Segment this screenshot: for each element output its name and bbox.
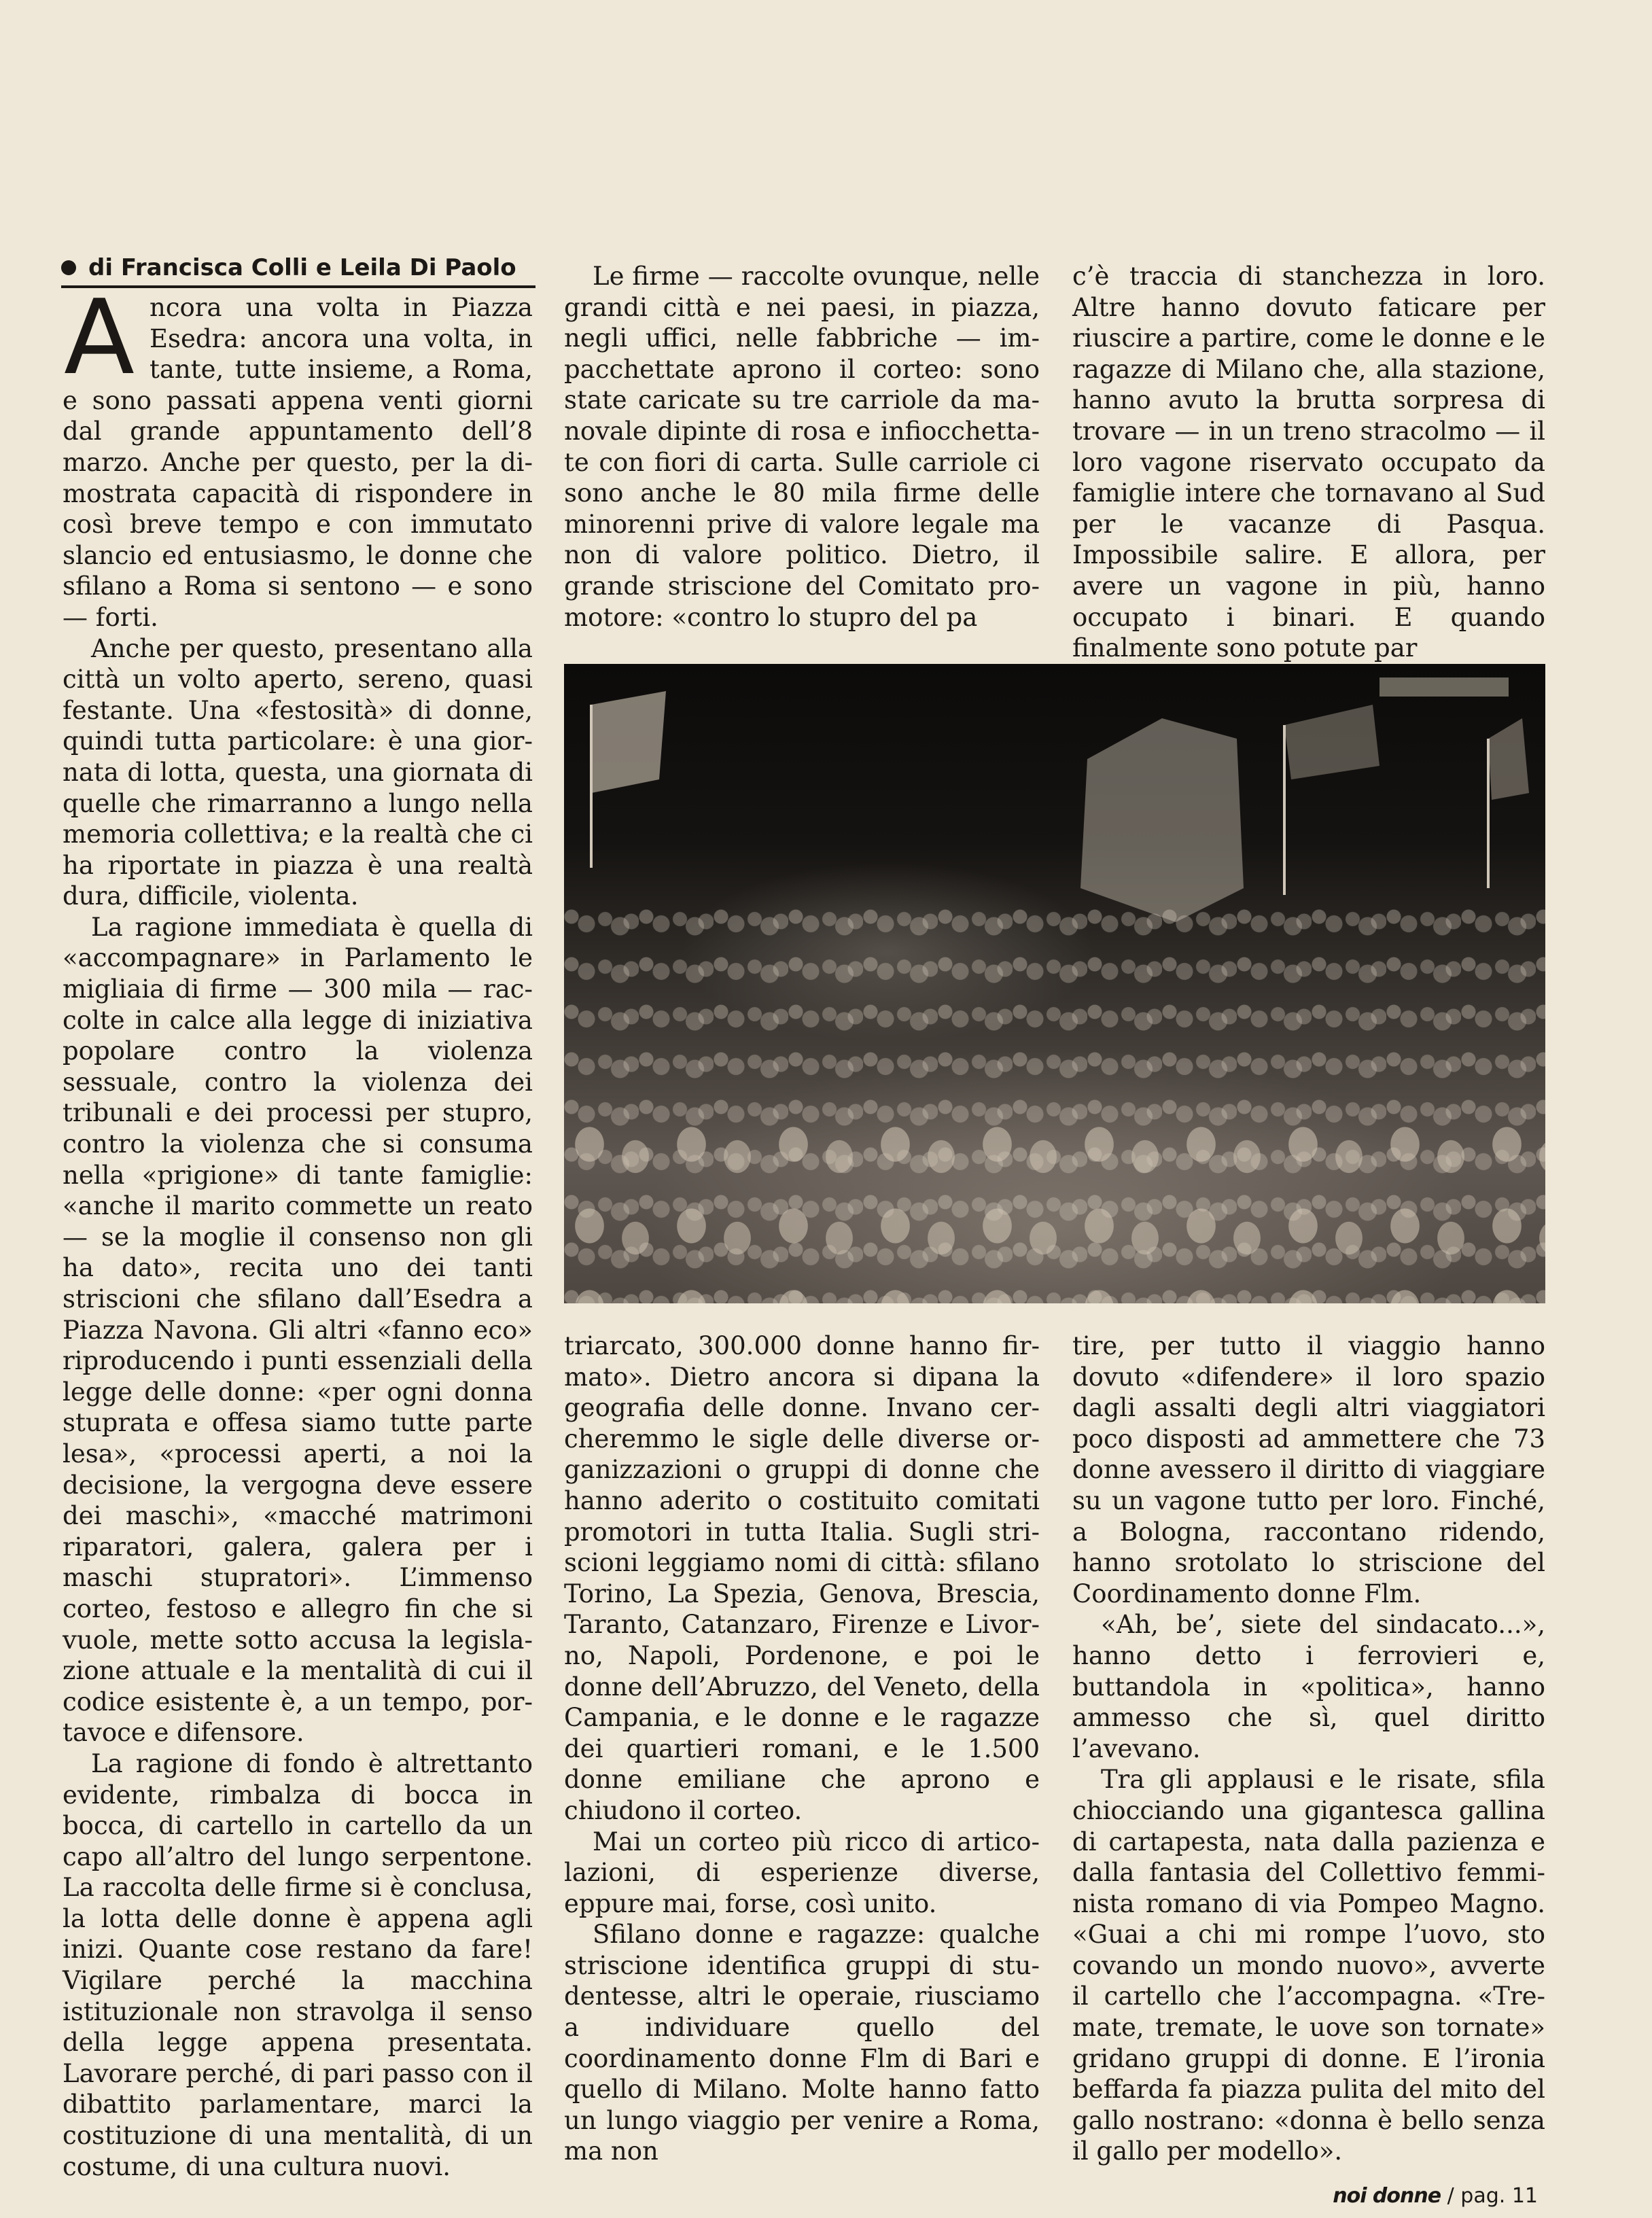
- paragraph: triarcato, 300.000 donne hanno firmato». Dietro ancora si dipana la geografia delle donne. Invano cercheremmo le sigle delle diverse organizzazioni o gruppi di donne che hanno aderito o costituito comitati promotori in tutta Italia. Sugli striscioni leggiamo nomi di città: sfilano Torino, La Spezia, Genova, Brescia, Taranto, Catanzaro, Firenze e Livorno, Napoli, Pordenone, e poi le donne dell’Abruzzo, del Veneto, della Campania, e le donne e le ragazze dei quartieri romani, e le 1.500 donne emiliane che aprono e chiudono il corteo.: [564, 1331, 1040, 1825]
- magazine-name: noi donne: [1333, 2184, 1441, 2208]
- column-2-bottom: [564, 1331, 1040, 2167]
- column-3-top: [1072, 261, 1545, 664]
- paragraph: La ragione immediata è quella di «accompagnare» in Parlamento le migliaia di firme — 300 mila — raccolte in calce alla legge di iniziativa popolare contro la violenza sessuale, contro la violenza dei tribunali e dei processi per stupro, contro la violenza che si consuma nella «prigione» di tante famiglie: «anche il marito commette un reato — se la moglie il consenso non gli ha dato», recita uno dei tanti striscioni che sfilano dall’Esedra a Piazza Navona. Gli altri «fanno eco» riproducendo i punti essenziali della legge delle donne: «per ogni donna stuprata e offesa siamo tutte parte lesa», «processi aperti, a noi la decisione, la vergogna deve essere dei maschi», «macché matrimoni riparatori, galera, galera per i maschi stupratori». L’immenso corteo, festoso e allegro fin che si vuole, mette sotto accusa la legislazione attuale e la mentalità di cui il codice esistente è, a un tempo, portavoce e difensore.: [63, 912, 533, 1748]
- paragraph: c’è traccia di stanchezza in loro. Altre hanno dovuto faticare per riuscire a partire, come le donne e le ragazze di Milano che, alla stazione, hanno avuto la brutta sorpresa di trovare — in un treno stracolmo — il loro vagone riservato occupato da famiglie intere che tornavano al Sud per le vacanze di Pasqua. Impossibile salire. E allora, per avere un vagone in più, hanno occupato i binari. E quando finalmente sono potute par: [1072, 262, 1545, 663]
- column-2-top: [564, 261, 1040, 633]
- paragraph: Tra gli applausi e le risate, sfila chiocciando una gigantesca gallina di cartapesta, nata dalla pazienza e dalla fantasia del Collettivo femminista romano di via Pompeo Magno. «Guai a chi mi rompe l’uovo, sto covando un mondo nuovo», avverte il cartello che l’accompagna. «Tremate, tremate, le uove son tornate» gridano gruppi di donne. E l’ironia beffarda fa piazza pulita del mito del gallo nostrano: «donna è bello senza il gallo per modello».: [1072, 1765, 1545, 2166]
- page-number: pag. 11: [1460, 2184, 1538, 2208]
- column-3-bottom: [1072, 1331, 1545, 2167]
- drop-cap: A: [64, 277, 135, 398]
- crowd-foreground: [564, 1112, 1545, 1303]
- paragraph: Le firme — raccolte ovunque, nelle grandi città e nei paesi, in piazza, negli uffici, nelle fabbriche — impacchettate aprono il corteo: sono state caricate su tre carriole da manovale dipinte di rosa e infiocchettate con fiori di carta. Sulle carriole ci sono anche le 80 mila firme delle minorenni prive di valore legale ma non di valore politico. Dietro, il grande striscione del Comitato promotore: «contro lo stupro del pa: [564, 262, 1040, 632]
- paragraph: Sfilano donne e ragazze: qualche striscione identifica gruppi di studentesse, altri le operaie, riusciamo a individuare quello del coordinamento donne Flm di Bari e quello di Milano. Molte hanno fatto un lungo viaggio per venire a Roma, ma non: [564, 1920, 1040, 2166]
- paragraph: Mai un corteo più ricco di articolazioni, di esperienze diverse, eppure mai, forse, così unito.: [564, 1827, 1040, 1918]
- demonstration-photo: [564, 664, 1545, 1303]
- byline-text: di Francisca Colli e Leila Di Paolo: [88, 254, 516, 281]
- paragraph: tire, per tutto il viaggio hanno dovuto «difendere» il loro spazio dagli assalti degli altri viaggiatori poco disposti ad ammettere che 73 donne avessero il diritto di viaggiare su un vagone tutto per loro. Finché, a Bologna, raccontano ridendo, hanno srotolato lo striscione del Coordinamento donne Flm.: [1072, 1331, 1545, 1608]
- paragraph: «Ah, be’, siete del sindacato...», hanno detto i ferrovieri e, buttandola in «politica», hanno ammesso che sì, quel diritto l’avevano.: [1072, 1610, 1545, 1763]
- bullet-icon: [61, 260, 76, 275]
- paragraph: Anche per questo, presentano alla città un volto aperto, sereno, quasi festante. Una «festosità» di donne, quindi tutta particolare: è una giornata di lotta, questa, una giornata di quelle che rimarranno a lungo nella memoria collettiva; e la realtà che ci ha riportate in piazza è una realtà dura, difficile, violenta.: [63, 633, 533, 911]
- paragraph: Ancora una volta in Piazza Esedra: ancora una volta, in tante, tutte insieme, a Roma, e sono passati appena venti giorni dal grande appuntamento dell’8 marzo. Anche per questo, per la dimostrata capacità di rispondere in così breve tempo e con immutato slancio ed entusiasmo, le donne che sfilano a Roma si sentono — e sono — forti.: [63, 277, 533, 632]
- page-footer: [1333, 2184, 1538, 2208]
- column-1: [63, 277, 533, 2182]
- paragraph: La ragione di fondo è altrettanto evidente, rimbalza di bocca in bocca, di cartello in cartello da un capo all’altro del lungo serpentone. La raccolta delle firme si è conclusa, la lotta delle donne è appena agli inizi. Quante cose restano da fare! Vigilare perché la macchina istituzionale non stravolga il senso della legge appena presentata. Lavorare perché, di pari passo con il dibattito parlamentare, marci la costituzione di una mentalità, di un costume, di una cultura nuovi.: [63, 1748, 533, 2181]
- separator: /: [1447, 2184, 1461, 2208]
